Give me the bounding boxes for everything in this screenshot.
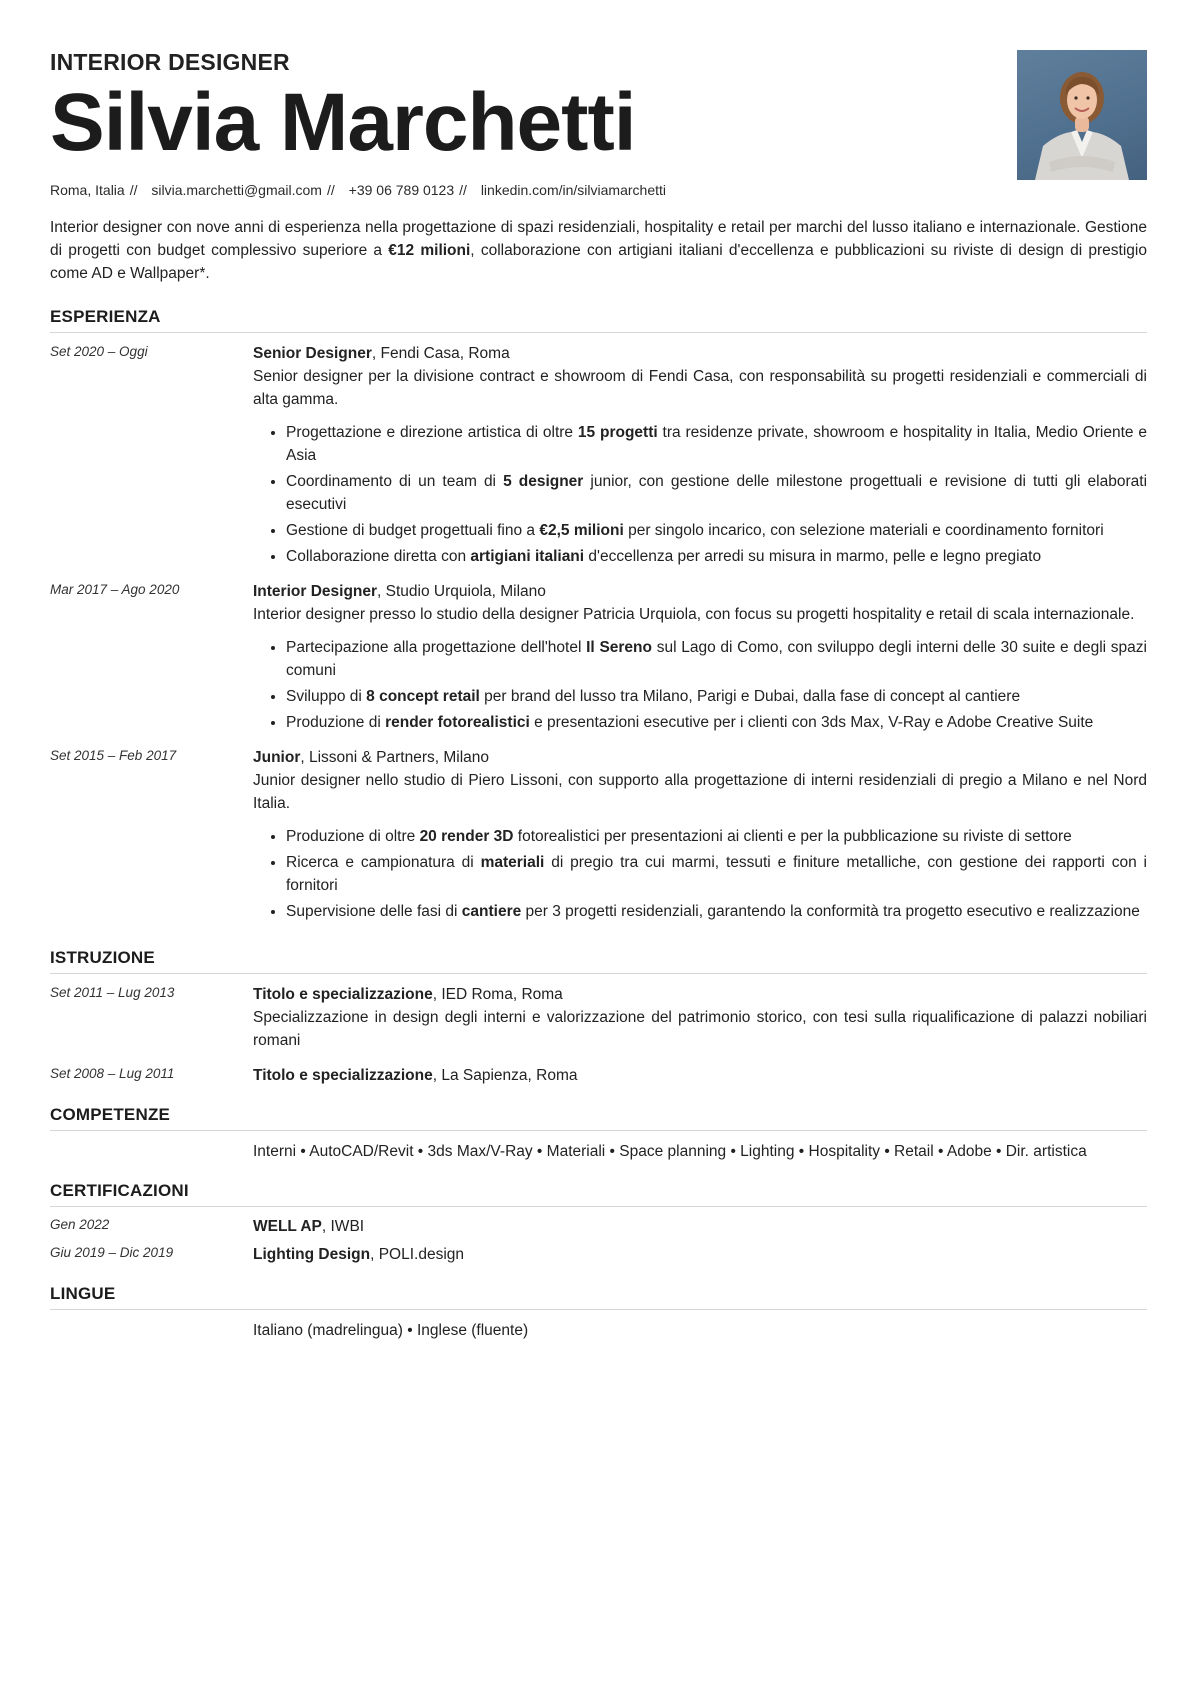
achievement-list bbox=[253, 825, 1147, 923]
section-title-skills: COMPETENZE bbox=[50, 1105, 1147, 1131]
section-title-certifications: CERTIFICAZIONI bbox=[50, 1181, 1147, 1207]
section-title-education: ISTRUZIONE bbox=[50, 948, 1147, 974]
entry-description: Junior designer nello studio di Piero Lissoni, con supporto alla progettazione di interni residenziali di pregio a Milano e nel Nord Italia. bbox=[253, 772, 1147, 812]
section-title-experience: ESPERIENZA bbox=[50, 307, 1147, 333]
list-item: • Collaborazione diretta con artigiani italiani d'eccellenza per arredi su misura in marmo, pelle e legno pregiato bbox=[286, 545, 1147, 568]
skills-list: Interni • AutoCAD/Revit • 3ds Max/V-Ray • Materiali • Space planning • Lighting • Hospitality • Retail • Adobe • Dir. artistica bbox=[253, 1143, 1087, 1160]
education-entry bbox=[50, 1064, 1147, 1087]
achievement-list bbox=[253, 421, 1147, 568]
list-item: • Progettazione e direzione artistica di oltre 15 progetti tra residenze private, showroom e hospitality in Italia, Medio Oriente e Asia bbox=[286, 421, 1147, 467]
list-item: • Gestione di budget progettuali fino a €2,5 milioni per singolo incarico, con selezione materiali e coordinamento fornitori bbox=[286, 519, 1147, 542]
languages-entry bbox=[50, 1319, 1147, 1342]
entry-date: Set 2011 – Lug 2013 bbox=[50, 985, 175, 1000]
achievement-list bbox=[253, 636, 1147, 734]
entry-date: Giu 2019 – Dic 2019 bbox=[50, 1245, 174, 1260]
list-item: • Produzione di oltre 20 render 3D fotorealistici per presentazioni ai clienti e per la pubblicazione su riviste di settore bbox=[286, 825, 1147, 848]
phone-number[interactable]: +39 06 789 0123 bbox=[348, 182, 455, 198]
entry-date: Set 2020 – Oggi bbox=[50, 344, 148, 359]
linkedin-link[interactable]: linkedin.com/in/silviamarchetti bbox=[480, 182, 666, 198]
entry-content bbox=[253, 342, 1147, 571]
entry-date: Mar 2017 – Ago 2020 bbox=[50, 582, 180, 597]
profile-photo bbox=[1017, 50, 1147, 180]
section-title-languages: LINGUE bbox=[50, 1284, 1147, 1310]
languages-list: Italiano (madrelingua) • Inglese (fluente) bbox=[253, 1322, 529, 1339]
list-item: • Ricerca e campionatura di materiali di pregio tra cui marmi, tessuti e finiture metalliche, con gestione dei rapporti con i fornitori bbox=[286, 851, 1147, 897]
entry-content bbox=[253, 983, 1147, 1052]
entry-heading: Senior Designer, Fendi Casa, Roma bbox=[253, 345, 510, 362]
certification-entry bbox=[50, 1243, 1147, 1266]
list-item: • Supervisione delle fasi di cantiere per 3 progetti residenziali, garantendo la conformità tra progetto esecutivo e realizzazione bbox=[286, 900, 1147, 923]
education-entry bbox=[50, 983, 1147, 1052]
list-item: • Produzione di render fotorealistici e presentazioni esecutive per i clienti con 3ds Max, V-Ray e Adobe Creative Suite bbox=[286, 711, 1147, 734]
entry-heading: Titolo e specializzazione, La Sapienza, Roma bbox=[253, 1067, 578, 1084]
separator: // bbox=[129, 182, 138, 198]
skills-entry bbox=[50, 1140, 1147, 1163]
separator: // bbox=[459, 182, 467, 198]
entry-description: Senior designer per la divisione contract e showroom di Fendi Casa, con responsabilità su progetti residenziali e commerciali di alta gamma. bbox=[253, 368, 1147, 408]
job-title: INTERIOR DESIGNER bbox=[50, 49, 290, 75]
location: Roma, Italia bbox=[50, 182, 125, 198]
entry-heading: Titolo e specializzazione, IED Roma, Roma bbox=[253, 986, 563, 1003]
list-item: • Sviluppo di 8 concept retail per brand del lusso tra Milano, Parigi e Dubai, dalla fase di concept al cantiere bbox=[286, 685, 1147, 708]
experience-entry bbox=[50, 580, 1147, 737]
entry-date: Set 2008 – Lug 2011 bbox=[50, 1066, 175, 1081]
entry-content bbox=[253, 580, 1147, 737]
profile-summary: Interior designer con nove anni di esperienza nella progettazione di spazi residenziali, hospitality e retail per marchi del lusso italiano e internazionale. Gestione di progetti con budget complessivo superiore a €12 milioni, collaborazione con artigiani italiani d'eccellenza e pubblicazioni su riviste di design di prestigio come AD e Wallpaper*. bbox=[50, 219, 1147, 282]
resume-page bbox=[50, 40, 1147, 1342]
list-item: • Coordinamento di un team di 5 designer junior, con gestione delle milestone progettuali e revisione di tutti gli elaborati esecutivi bbox=[286, 470, 1147, 516]
certification-entry bbox=[50, 1215, 1147, 1238]
entry-description: Interior designer presso lo studio della designer Patricia Urquiola, con focus su progetti hospitality e retail di scala internazionale. bbox=[253, 606, 1135, 623]
separator: // bbox=[326, 182, 335, 198]
person-illustration bbox=[1017, 50, 1147, 180]
contact-line bbox=[50, 182, 1147, 198]
entry-date: Gen 2022 bbox=[50, 1217, 110, 1232]
entry-content: WELL AP, IWBI bbox=[253, 1218, 365, 1235]
summary-highlight: €12 milioni bbox=[388, 242, 471, 259]
entry-heading: Interior Designer, Studio Urquiola, Milano bbox=[253, 583, 546, 600]
experience-entry bbox=[50, 342, 1147, 571]
experience-entry bbox=[50, 746, 1147, 926]
entry-content bbox=[253, 746, 1147, 926]
entry-heading: Junior, Lissoni & Partners, Milano bbox=[253, 749, 490, 766]
entry-date: Set 2015 – Feb 2017 bbox=[50, 748, 177, 763]
list-item: • Partecipazione alla progettazione dell'hotel Il Sereno sul Lago di Como, con sviluppo degli interni delle 30 suite e degli spazi comuni bbox=[286, 636, 1147, 682]
email-link[interactable]: silvia.marchetti@gmail.com bbox=[151, 182, 322, 198]
entry-content: Lighting Design, POLI.design bbox=[253, 1246, 465, 1263]
entry-content bbox=[253, 1064, 1147, 1087]
candidate-name: Silvia Marchetti bbox=[50, 77, 636, 168]
entry-description: Specializzazione in design degli interni e valorizzazione del patrimonio storico, con tesi sulla riqualificazione di palazzi nobiliari romani bbox=[253, 1009, 1147, 1049]
